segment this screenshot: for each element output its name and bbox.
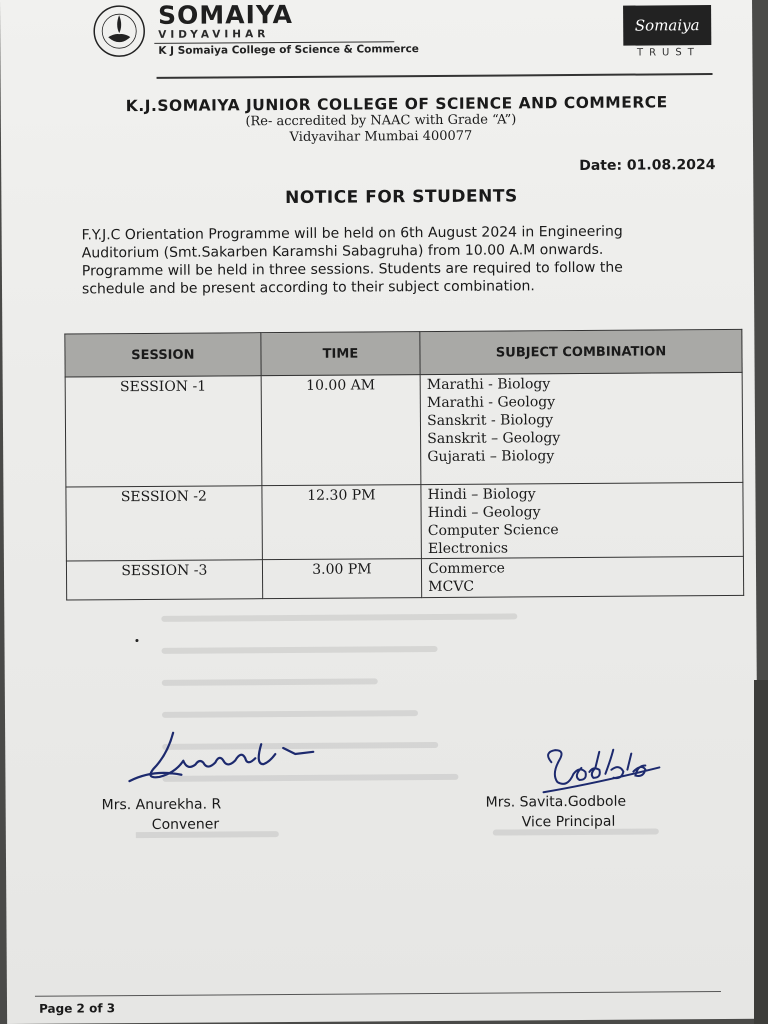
body-line: F.Y.J.C Orientation Programme will be held on 6th August 2024 in Engineering <box>81 223 623 244</box>
signatory-name: Mrs. Savita.Godbole <box>485 793 627 811</box>
session-cell: SESSION -1 <box>65 376 261 487</box>
subject-item: Sanskrit – Geology <box>427 430 561 448</box>
table-row <box>66 556 743 600</box>
background-edge <box>754 680 768 1024</box>
page-number: Page 2 of 3 <box>38 1001 116 1016</box>
notice-body <box>82 222 730 299</box>
somaiya-logo-icon <box>88 3 150 59</box>
table-row <box>66 482 744 561</box>
subject-item: Electronics <box>427 540 509 558</box>
subject-item: Hindi – Biology <box>427 486 536 504</box>
school-name: K.J.SOMAIYA JUNIOR COLLEGE OF SCIENCE AND COMMERCE <box>125 93 668 116</box>
subjects-cell <box>420 372 743 484</box>
subject-item: Hindi – Geology <box>427 504 541 522</box>
signature-godbole <box>533 743 673 800</box>
accreditation: (Re- accredited by NAAC with Grade “A”) <box>245 112 517 130</box>
time-cell: 12.30 PM <box>262 485 422 560</box>
session-cell: SESSION -2 <box>66 486 262 561</box>
notice-date: Date: 01.08.2024 <box>579 157 716 174</box>
body-line: Auditorium (Smt.Sakarben Karamshi Sabagruha) from 10.00 A.M onwards. <box>81 241 604 262</box>
signatory-name: Mrs. Anurekha. R <box>101 796 222 814</box>
signatory-role: Convener <box>151 816 220 833</box>
subjects-cell <box>421 482 743 558</box>
table-header-row <box>65 329 742 377</box>
body-line: schedule and be present according to their subject combination. <box>81 278 535 298</box>
subjects-cell <box>422 556 744 597</box>
brand-subtitle: VIDYAVIHAR <box>158 28 270 41</box>
signatory-role: Vice Principal <box>521 813 616 831</box>
subject-item: MCVC <box>428 578 475 596</box>
trust-logo-word: Somaiya <box>623 5 711 46</box>
ink-dot <box>135 639 138 642</box>
schedule-table <box>64 329 744 601</box>
trust-label: TRUST <box>636 47 700 59</box>
address: Vidyavihar Mumbai 400077 <box>289 128 473 145</box>
subject-item: Gujarati – Biology <box>427 448 555 466</box>
trust-logo <box>623 5 713 62</box>
body-line: Programme will be held in three sessions. Students are required to follow the <box>81 259 623 280</box>
header-session: SESSION <box>65 333 261 377</box>
brand-name: SOMAIYA <box>158 0 294 30</box>
header-subject-combination: SUBJECT COMBINATION <box>420 329 742 374</box>
college-line: K J Somaiya College of Science & Commerce <box>158 43 419 57</box>
header-time: TIME <box>261 332 421 376</box>
table-row <box>65 372 743 487</box>
signature-anurekha <box>123 724 323 789</box>
notice-title: NOTICE FOR STUDENTS <box>285 186 518 209</box>
header-rule <box>157 73 713 78</box>
time-cell: 3.00 PM <box>262 559 422 599</box>
session-cell: SESSION -3 <box>66 560 262 600</box>
subject-item: Marathi - Geology <box>426 394 556 412</box>
subject-item: Sanskrit - Biology <box>427 412 554 430</box>
subject-item: Marathi - Biology <box>426 376 551 394</box>
time-cell: 10.00 AM <box>261 375 421 486</box>
subject-item: Computer Science <box>427 522 559 540</box>
subject-item: Commerce <box>428 560 505 578</box>
footer-rule <box>35 991 721 997</box>
